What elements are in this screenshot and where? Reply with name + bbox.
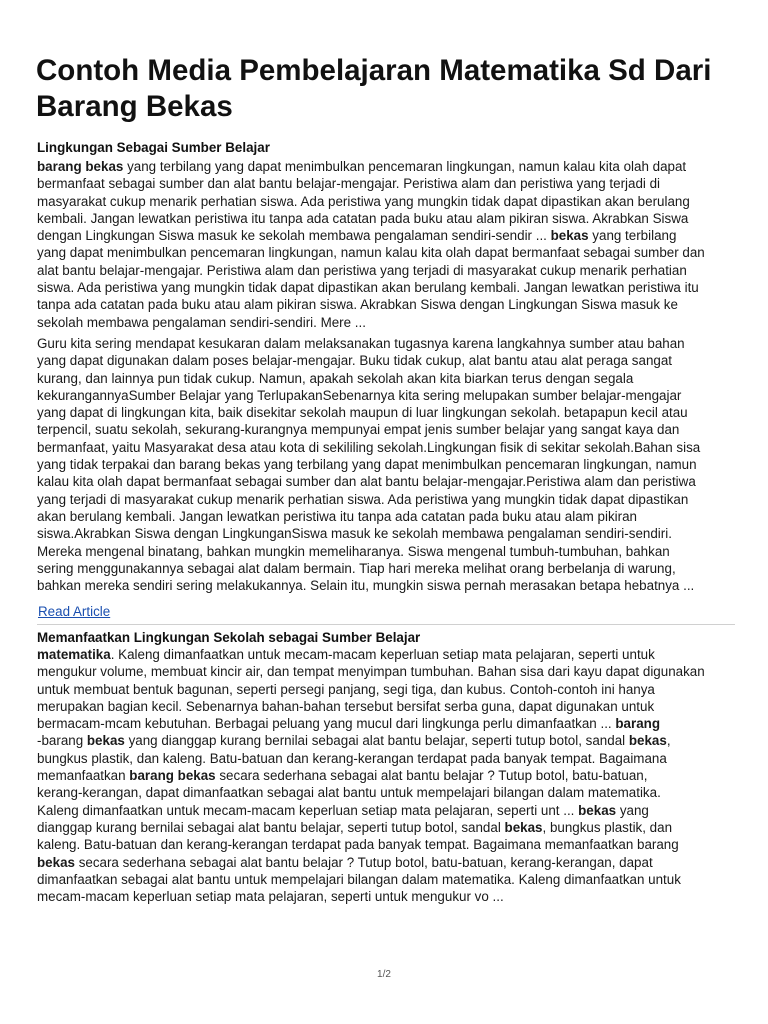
text-run: secara sederhana sebagai alat bantu belajar ? Tutup botol, batu-batuan, kerang-kerangan, dapat dimanfaatkan sebagai alat bantu untuk mempelajari bilangan dalam matematika. Kaleng dimanfaatkan untuk mecam-macam keperluan setiap mata pelajaran, seperti untuk mengukur vo ... [37,854,681,905]
section-heading-lingkungan: Lingkungan Sebagai Sumber Belajar [37,140,270,155]
text-run: , bungkus plastik, dan kaleng. Batu-batuan dan kerang-kerangan terdapat pada banyak tempat. Bagaimana memanfaatkan barang [37,819,679,853]
bold-term: bekas [628,733,667,749]
section2-paragraph [37,646,737,905]
read-article-link[interactable]: Read Article [38,604,111,619]
text-run: , bungkus plastik, dan kaleng. Batu-batuan dan kerang-kerangan terdapat pada banyak tempat. Bagaimana memanfaatkan [37,733,671,784]
text-run: yang terbilang yang dapat menimbulkan pencemaran lingkungan, namun kalau kita olah dapat bermanfaat sebagai sumber dan alat bantu belajar-mengajar. Peristiwa alam dan peristiwa yang terjadi di masyarakat cukup menarik perhatian siswa. Ada peristiwa yang mungkin tidak dapat dipastikan akan berulang kembali. Jangan lewatkan peristiwa itu tanpa ada catatan pada buku atau alam pikiran siswa. Akrabkan Siswa dengan Lingkungan Siswa masuk ke sekolah membawa pengalaman sendiri-sendir ... [37,159,690,244]
bold-term: bekas [578,802,617,818]
bold-term: barang [615,716,661,732]
text-run: yang dianggap kurang bernilai sebagai alat bantu belajar, seperti tutup botol, sandal [124,733,629,749]
bold-term: bekas [37,854,75,870]
section1-paragraph-2: Guru kita sering mendapat kesukaran dalam melaksanakan tugasnya karena langkahnya sumber atau bahan yang dapat digunakan dalam poses belajar-mengajar. Buku tidak cukup, alat bantu atau alat peraga sangat kurang, dan lainnya pun tidak cukup. Namun, apakah sekolah akan kita biarkan terus dengan segala kekurangannyaSumber Belajar yang TerlupakanSebenarnya kita sering melupakan sumber belajar-mengajar yang dapat di lingkungan kita, baik disekitar sekolah maupun di luar lingkungan sekolah. betapapun kecil atau terpencil, suatu sekolah, sekurang-kurangnya mempunyai empat jenis sumber belajar yang sangat kaya dan bermanfaat, yaitu Masyarakat desa atau kota di sekililing sekolah.Lingkungan fisik di sekitar sekolah.Bahan sisa yang tidak terpakai dan barang bekas yang terbilang yang dapat menimbulkan pencemaran lingkungan, namun kalau kita olah dapat bermanfaat sebagai sumber dan alat bantu belajar-mengajar.Peristiwa alam dan peristiwa yang terjadi di masyarakat cukup menarik perhatian siswa. Ada peristiwa yang mungkin tidak dapat dipastikan akan berulang kembali. Jangan lewatkan peristiwa itu tanpa ada catatan pada buku atau alam pikiran siswa.Akrabkan Siswa dengan LingkunganSiswa masuk ke sekolah membawa pengalaman sendiri-sendiri. Mereka mengenal binatang, bahkan mungkin memeliharanya. Siswa mengenal tumbuh-tumbuhan, bahkan sering menggunakannya sebagai alat dalam bermain. Tiap hari mereka melihat orang berbelanja di warung, bahkan mereka sendiri sering melakukannya. Selain itu, mungkin siswa pernah merasakan betapa hebatnya ... [37,336,701,594]
bold-term: bekas [550,228,589,244]
page-title: Contoh Media Pembelajaran Matematika Sd Dari Barang Bekas [36,54,712,123]
section-heading-memanfaatkan: Memanfaatkan Lingkungan Sekolah sebagai Sumber Belajar [37,630,421,645]
bold-term: barang bekas [129,768,216,784]
text-run: secara sederhana sebagai alat bantu belajar ? Tutup botol, batu-batuan, kerang-kerangan, dapat dimanfaatkan sebagai alat bantu untuk mempelajari bilangan dalam matematika. Kaleng dimanfaatkan untuk mecam-macam keperluan setiap mata pelajaran, seperti unt ... [37,768,661,818]
bold-term: bekas [86,733,125,749]
text-run: yang terbilang yang dapat menimbulkan pencemaran lingkungan, namun kalau kita olah dapat bermanfaat sebagai sumber dan alat bantu belajar-mengajar. Peristiwa alam dan peristiwa yang terjadi di masyarakat cukup menarik perhatian siswa. Ada peristiwa yang mungkin tidak dapat dipastikan akan berulang kembali. Jangan lewatkan peristiwa itu tanpa ada catatan pada buku atau alam pikiran siswa. Akrabkan Siswa dengan Lingkungan Siswa masuk ke sekolah membawa pengalaman sendiri-sendiri. Mere ... [37,228,705,330]
bold-term: bekas [504,819,543,835]
section1-paragraph-1 [37,158,737,331]
text-run: -barang [37,733,84,749]
text-run: yang dianggap kurang bernilai sebagai alat bantu belajar, seperti tutup botol, sandal [37,802,649,835]
bold-term: matematika [37,647,111,662]
section-divider [37,624,735,625]
text-run: . Kaleng dimanfaatkan untuk mecam-macam keperluan setiap mata pelajaran, seperti untuk mengukur volume, membuat kincir air, dan tempat menyimpan tumbuhan. Bahan sisa dari kayu dapat digunakan untuk membuat bentuk bagunan, seperti persegi panjang, segi tiga, dan kubus. Contoh-contoh ini hanya merupakan bagian kecil. Sebenarnya bahan-bahan tersebut bersifat serba guna, dapat digunakan untuk bermacam-mcam kebutuhan. Berbagai peluang yang mucul dari lingkunga perlu dimanfaatkan ... [37,647,705,732]
bold-term: barang bekas [37,159,124,174]
page-number: 1/2 [377,969,391,980]
